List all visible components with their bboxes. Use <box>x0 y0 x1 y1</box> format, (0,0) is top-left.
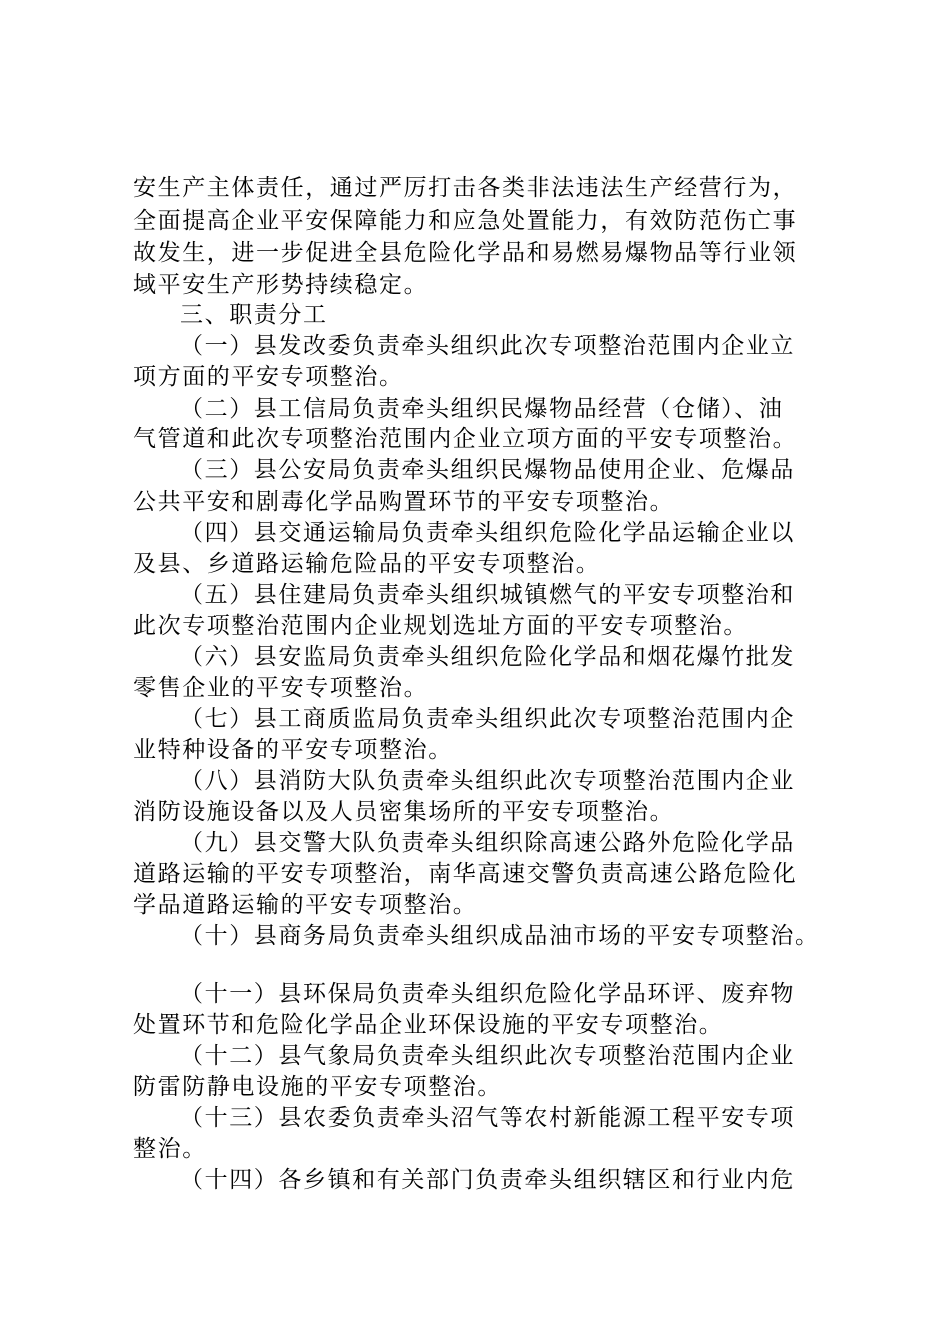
text-line: （九）县交警大队负责牵头组织除高速公路外危险化学品 <box>180 830 795 856</box>
text-line: （七）县工商质监局负责牵头组织此次专项整治范围内企 <box>180 706 795 732</box>
text-line: 故发生，进一步促进全县危险化学品和易燃易爆物品等行业领 <box>133 240 798 266</box>
text-line: 业特种设备的平安专项整治。 <box>133 737 453 763</box>
text-line: 全面提高企业平安保障能力和应急处置能力，有效防范伤亡事 <box>133 208 798 234</box>
text-line: 安生产主体责任，通过严厉打击各类非法违法生产经营行为， <box>133 175 798 201</box>
text-line: （八）县消防大队负责牵头组织此次专项整治范围内企业 <box>180 768 795 794</box>
text-line: （二）县工信局负责牵头组织民爆物品经营（仓储）、油 <box>180 396 784 422</box>
text-line: （十三）县农委负责牵头沼气等农村新能源工程平安专项 <box>180 1105 795 1131</box>
text-line: 防雷防静电设施的平安专项整治。 <box>133 1074 502 1100</box>
text-line: 及县、乡道路运输危险品的平安专项整治。 <box>133 551 601 577</box>
text-line: 此次专项整治范围内企业规划选址方面的平安专项整治。 <box>133 613 748 639</box>
text-line: 学品道路运输的平安专项整治。 <box>133 892 478 918</box>
text-line: 处置环节和危险化学品企业环保设施的平安专项整治。 <box>133 1012 724 1038</box>
text-line: 道路运输的平安专项整治，南华高速交警负责高速公路危险化 <box>133 861 798 887</box>
text-line: 项方面的平安专项整治。 <box>133 364 404 390</box>
text-line: （四）县交通运输局负责牵头组织危险化学品运输企业以 <box>180 520 795 546</box>
text-line: （三）县公安局负责牵头组织民爆物品使用企业、危爆品 <box>180 457 795 483</box>
text-line: （十一）县环保局负责牵头组织危险化学品环评、废弃物 <box>180 981 795 1007</box>
text-line: （六）县安监局负责牵头组织危险化学品和烟花爆竹批发 <box>180 644 795 670</box>
text-line: （一）县发改委负责牵头组织此次专项整治范围内企业立 <box>180 333 795 359</box>
text-line: 域平安生产形势持续稳定。 <box>133 272 429 298</box>
text-line: 气管道和此次专项整治范围内企业立项方面的平安专项整治。 <box>133 426 798 452</box>
text-line: 零售企业的平安专项整治。 <box>133 675 429 701</box>
text-line: 公共平安和剧毒化学品购置环节的平安专项整治。 <box>133 489 675 515</box>
text-line: （五）县住建局负责牵头组织城镇燃气的平安专项整治和 <box>180 582 795 608</box>
text-line: （十）县商务局负责牵头组织成品油市场的平安专项整治。 <box>180 923 820 949</box>
text-line: 整治。 <box>133 1136 207 1162</box>
text-line: 消防设施设备以及人员密集场所的平安专项整治。 <box>133 799 675 825</box>
text-line: （十四）各乡镇和有关部门负责牵头组织辖区和行业内危 <box>180 1167 795 1193</box>
section-heading: 三、职责分工 <box>180 302 328 328</box>
text-line: （十二）县气象局负责牵头组织此次专项整治范围内企业 <box>180 1043 795 1069</box>
